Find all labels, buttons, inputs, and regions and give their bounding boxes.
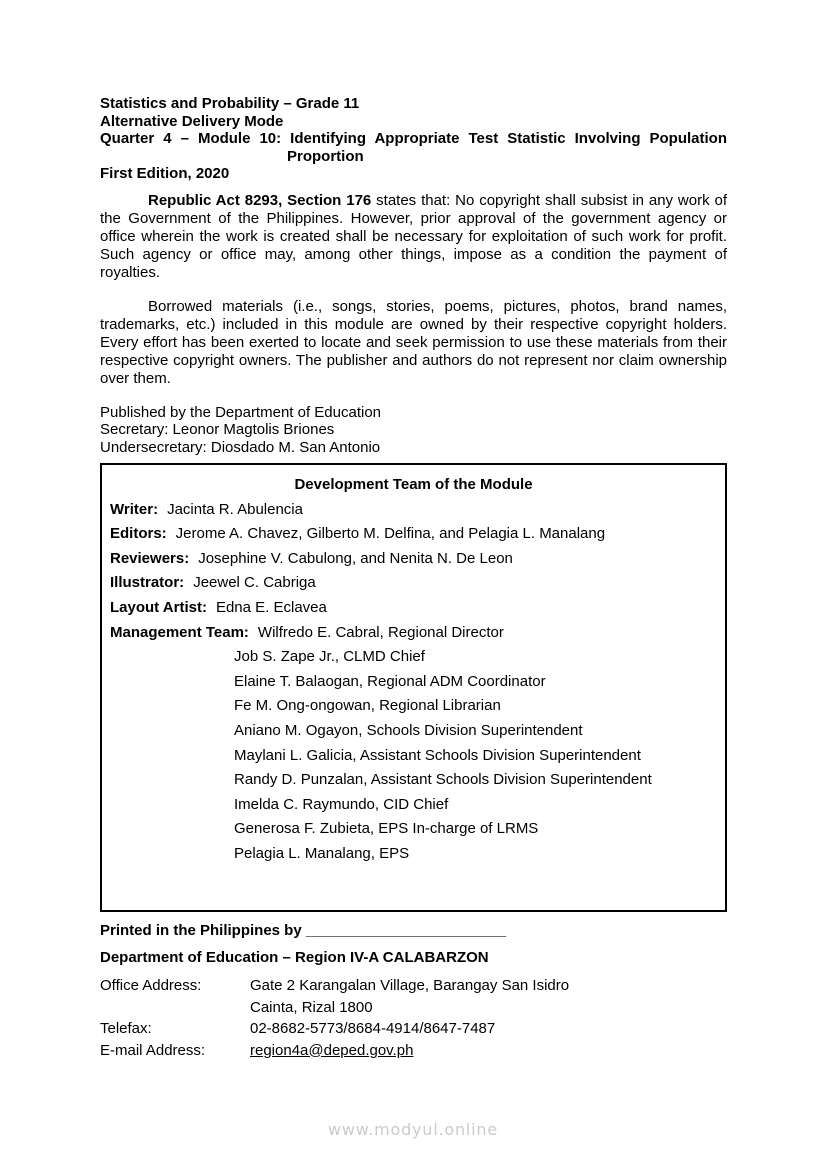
- development-team-title: Development Team of the Module: [294, 476, 533, 494]
- management-member: Randy D. Punzalan, Assistant Schools Division Superintendent: [234, 771, 652, 789]
- email-link[interactable]: region4a@deped.gov.ph: [250, 1041, 414, 1059]
- printed-by-line: [100, 922, 727, 940]
- management-member: Maylani L. Galicia, Assistant Schools Division Superintendent: [234, 746, 641, 764]
- office-address-line1: Gate 2 Karangalan Village, Barangay San Isidro: [250, 977, 570, 995]
- illustrator-row: [110, 571, 717, 596]
- management-member: Fe M. Ong-ongowan, Regional Librarian: [234, 697, 501, 715]
- management-member: Pelagia L. Manalang, EPS: [234, 844, 410, 862]
- editors-value: Jerome A. Chavez, Gilberto M. Delfina, and Pelagia L. Manalang: [175, 525, 606, 543]
- module-title-line: Quarter 4 – Module 10: Identifying Appropriate Test Statistic Involving Population: [100, 130, 727, 147]
- illustrator-value: Jeewel C. Cabriga: [193, 574, 316, 592]
- undersecretary-line: Undersecretary: Diosdado M. San Antonio: [100, 438, 381, 456]
- module-mode-line: Alternative Delivery Mode: [100, 112, 284, 130]
- published-by-line: Published by the Department of Education: [100, 403, 382, 421]
- management-member: Aniano M. Ogayon, Schools Division Superintendent: [234, 721, 583, 739]
- layout-artist-label: Layout Artist:: [110, 599, 207, 616]
- printed-block: [100, 922, 727, 966]
- office-address-line2: Cainta, Rizal 1800: [250, 998, 373, 1016]
- writer-label: Writer:: [110, 500, 159, 518]
- telefax-label: Telefax:: [100, 1020, 152, 1038]
- reviewers-label: Reviewers:: [110, 549, 190, 567]
- illustrator-label: Illustrator:: [110, 574, 185, 592]
- office-address-label: Office Address:: [100, 977, 202, 995]
- development-team-box: [100, 463, 727, 912]
- telefax-value: 02-8682-5773/8684-4914/8647-7487: [250, 1020, 496, 1038]
- printed-by-text: Printed in the Philippines by: [100, 922, 306, 940]
- email-label: E-mail Address:: [100, 1041, 206, 1059]
- publisher-block: [100, 404, 727, 457]
- email-row: [100, 1040, 727, 1062]
- module-subject-line: Statistics and Probability – Grade 11: [100, 95, 360, 112]
- management-team-label: Management Team:: [110, 623, 249, 641]
- department-region-line: Department of Education – Region IV-A CALABARZON: [100, 948, 489, 966]
- management-team-value: Wilfredo E. Cabral, Regional Director: [257, 623, 504, 641]
- republic-act-body: states that: No copyright shall subsist in any work of the Government of the Philippines. However, prior approval of the government agency or office wherein the work is created shall be necessary for exploitation of such work for profit. Such agency or office may, among other things, impose as a condition the payment of royalties.: [100, 191, 727, 282]
- office-address-row: [100, 975, 727, 1018]
- secretary-line: Secretary: Leonor Magtolis Briones: [100, 421, 335, 439]
- page-content: [100, 95, 727, 1061]
- layout-artist-value: Edna E. Eclavea: [215, 599, 327, 616]
- writer-value: Jacinta R. Abulencia: [167, 500, 303, 518]
- writer-row: [110, 498, 717, 523]
- module-header: [100, 95, 727, 183]
- layout-artist-row: [110, 596, 717, 621]
- editors-label: Editors:: [110, 525, 167, 543]
- copyright-paragraph: [100, 192, 727, 283]
- management-member: Job S. Zape Jr., CLMD Chief: [234, 648, 425, 666]
- contact-block: [100, 975, 727, 1061]
- management-member: Elaine T. Balaogan, Regional ADM Coordinator: [234, 672, 546, 690]
- reviewers-value: Josephine V. Cabulong, and Nenita N. De Leon: [198, 549, 513, 567]
- reviewers-row: [110, 547, 717, 572]
- printed-by-blank: ________________________: [305, 922, 507, 940]
- site-watermark: www.modyul.online: [328, 1120, 498, 1139]
- borrowed-materials-paragraph: Borrowed materials (i.e., songs, stories, poems, pictures, photos, brand names, trademarks, etc.) included in this module are owned by their respective copyright holders. Every effort has been exerted to locate and seek permission to use these materials from their respective copyright owners. The publisher and authors do not represent nor claim ownership over them.: [100, 297, 727, 388]
- edition-line: First Edition, 2020: [100, 165, 230, 182]
- management-team-row: [110, 621, 717, 646]
- module-title-wrap: Proportion: [287, 147, 364, 165]
- republic-act-lead: Republic Act 8293, Section 176: [148, 191, 372, 209]
- management-member: Generosa F. Zubieta, EPS In-charge of LRMS: [234, 820, 539, 838]
- office-address-value: [250, 975, 569, 1018]
- telefax-row: [100, 1018, 727, 1040]
- editors-row: [110, 522, 717, 547]
- management-member: Imelda C. Raymundo, CID Chief: [234, 795, 449, 813]
